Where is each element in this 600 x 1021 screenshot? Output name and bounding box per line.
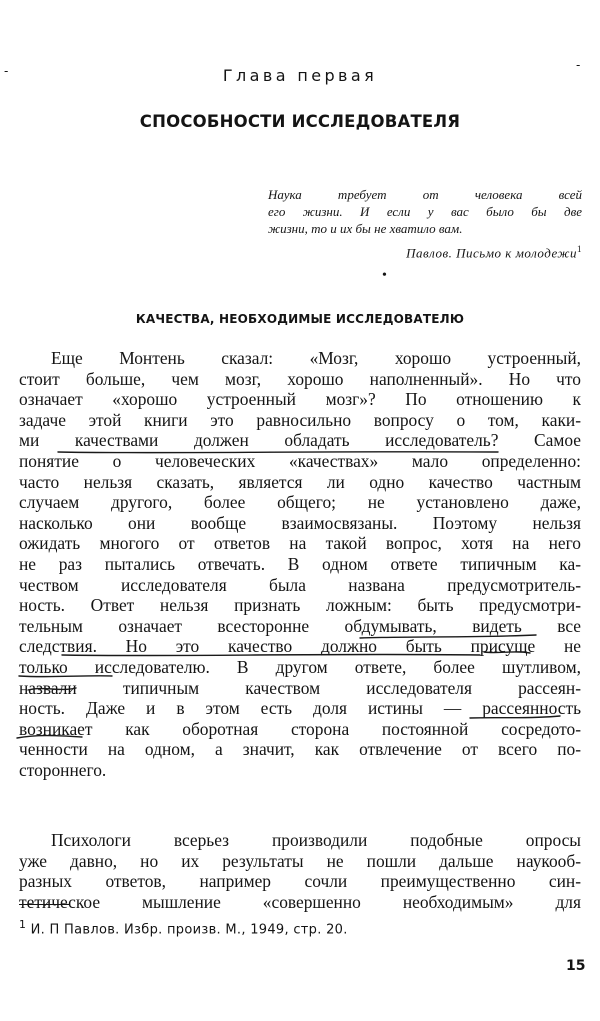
left-edge-mark: - [4,64,9,78]
text-line: тетическое мышление «совершенно необходимым» для [19,891,581,912]
footnote-marker: 1 [19,918,27,931]
section-heading: КАЧЕСТВА, НЕОБХОДИМЫЕ ИССЛЕДОВАТЕЛЮ [135,312,465,326]
epigraph-line: его жизни. И если у вас было бы две [268,204,582,219]
text-line: ность. Даже и в этом есть доля истины — рассеянность [19,698,581,719]
text-line: насколько они вообще взаимосвязаны. Поэтому нельзя [19,512,581,533]
text-line: ченности на одном, а значит, как отвлечение от всего по- [19,739,581,760]
text-line: уже давно, но их результаты не пошли дальше наукооб- [19,850,581,871]
epigraph [268,186,582,237]
text-line: задаче этой книги это равносильно вопросу о том, каки- [19,409,581,430]
separator-dot: • [382,268,387,283]
footnote [19,918,348,937]
text-line: возникает как оборотная сторона постоянной сосредото- [19,718,581,739]
text-line: назвали типичным качеством исследователя рассеян- [19,677,581,698]
text-line: означает «хорошо устроенный мозг»? По отношению к [19,389,581,410]
text-line: разных ответов, например сочли преимущественно син- [19,871,581,892]
paragraph-1 [19,348,581,780]
text-line: чеством исследователя была названа предусмотритель- [19,574,581,595]
footnote-rule [19,904,69,905]
text-line: не раз пытались отвечать. В одном ответе типичным ка- [19,553,581,574]
epigraph-line: Наука требует от человека всей [268,187,582,202]
footnote-text: И. П Павлов. Избр. произв. М., 1949, стр. 20. [30,922,348,938]
text-line: стоит больше, чем мозг, хорошо наполненный». Но что [19,368,581,389]
text-line: ми качествами должен обладать исследователь? Самое [19,430,581,451]
text-line: Еще Монтень сказал: «Мозг, хорошо устроенный, [51,348,581,368]
text-line: ность. Ответ нельзя признать ложным: быть предусмотри- [19,595,581,616]
epigraph-line: жизни, то и их бы не хватило вам. [268,221,463,236]
epigraph-source [268,244,582,261]
right-edge-mark: - [576,58,581,72]
paragraph-2 [19,830,581,912]
chapter-title: СПОСОБНОСТИ ИССЛЕДОВАТЕЛЯ [139,112,461,131]
chapter-label: Глава первая [222,66,378,85]
text-line: понятие о человеческих «качествах» мало определенно: [19,450,581,471]
epigraph-source-text: Павлов. Письмо к молодежи [406,245,577,261]
text-line: случаем другого, более общего; не установлено даже, [19,492,581,513]
text-line: тельным означает всесторонне обдумывать, видеть все [19,615,581,636]
text-line: стороннего. [19,759,107,780]
text-line: только исследователю. В другом ответе, более шутливом, [19,656,581,677]
text-line: следствия. Но это качество должно быть присуще не [19,636,581,657]
text-line: Психологи всерьез производили подобные опросы [51,830,581,850]
page-number: 15 [566,958,586,974]
footnote-reference: 1 [577,244,582,254]
text-line: часто нельзя сказать, является ли одно качество частным [19,471,581,492]
text-line: ожидать многого от ответов на такой вопрос, хотя на него [19,533,581,554]
